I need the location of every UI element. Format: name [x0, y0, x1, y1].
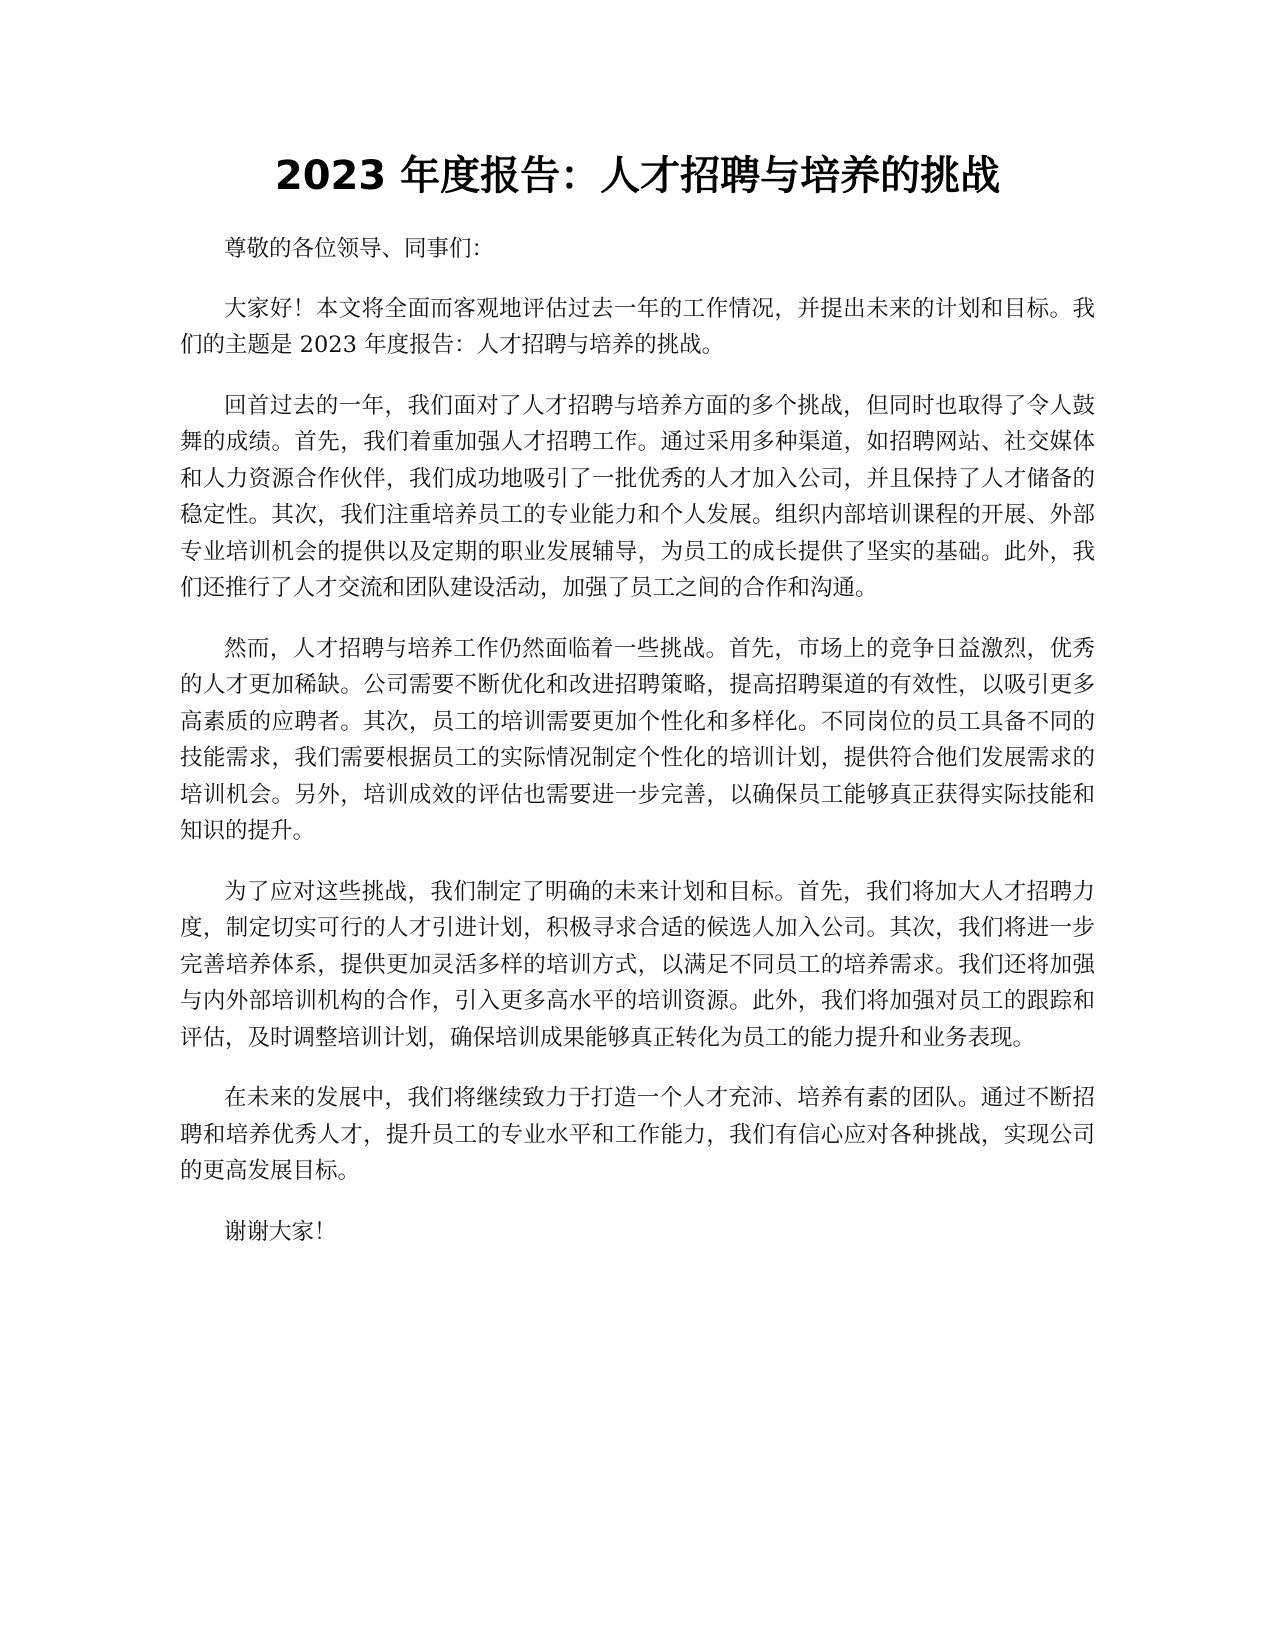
paragraph-outlook: 在未来的发展中，我们将继续致力于打造一个人才充沛、培养有素的团队。通过不断招聘和培养优秀人才，提升员工的专业水平和工作能力，我们有信心应对各种挑战，实现公司的更高发展目标。: [180, 1085, 1095, 1184]
closing: 谢谢大家！: [224, 1218, 337, 1245]
salutation: 尊敬的各位领导、同事们：: [224, 236, 495, 262]
document-title: 2023 年度报告：人才招聘与培养的挑战: [274, 153, 1001, 199]
paragraph-plans: 为了应对这些挑战，我们制定了明确的未来计划和目标。首先，我们将加大人才招聘力度，制定切实可行的人才引进计划，积极寻求合适的候选人加入公司。其次，我们将进一步完善培养体系，提供更加灵活多样的培训方式，以满足不同员工的培养需求。我们还将加强与内外部培训机构的合作，引入更多高水平的培训资源。此外，我们将加强对员工的跟踪和评估，及时调整培训计划，确保培训成果能够真正转化为员工的能力提升和业务表现。: [180, 878, 1095, 1051]
paragraph-challenges: 然而，人才招聘与培养工作仍然面临着一些挑战。首先，市场上的竞争日益激烈，优秀的人才更加稀缺。公司需要不断优化和改进招聘策略，提高招聘渠道的有效性，以吸引更多高素质的应聘者。其次，员工的培训需要更加个性化和多样化。不同岗位的员工具备不同的技能需求，我们需要根据员工的实际情况制定个性化的培训计划，提供符合他们发展需求的培训机会。另外，培训成效的评估也需要进一步完善，以确保员工能够真正获得实际技能和知识的提升。: [180, 635, 1095, 844]
paragraph-review: 回首过去的一年，我们面对了人才招聘与培养方面的多个挑战，但同时也取得了令人鼓舞的成绩。首先，我们着重加强人才招聘工作。通过采用多种渠道，如招聘网站、社交媒体和人力资源合作伙伴，我们成功地吸引了一批优秀的人才加入公司，并且保持了人才储备的稳定性。其次，我们注重培养员工的专业能力和个人发展。组织内部培训课程的开展、外部专业培训机会的提供以及定期的职业发展辅导，为员工的成长提供了坚实的基础。此外，我们还推行了人才交流和团队建设活动，加强了员工之间的合作和沟通。: [180, 392, 1095, 601]
paragraph-intro: 大家好！本文将全面而客观地评估过去一年的工作情况，并提出未来的计划和目标。我们的主题是 2023 年度报告：人才招聘与培养的挑战。: [180, 295, 1095, 358]
document-body: [180, 231, 1095, 1274]
